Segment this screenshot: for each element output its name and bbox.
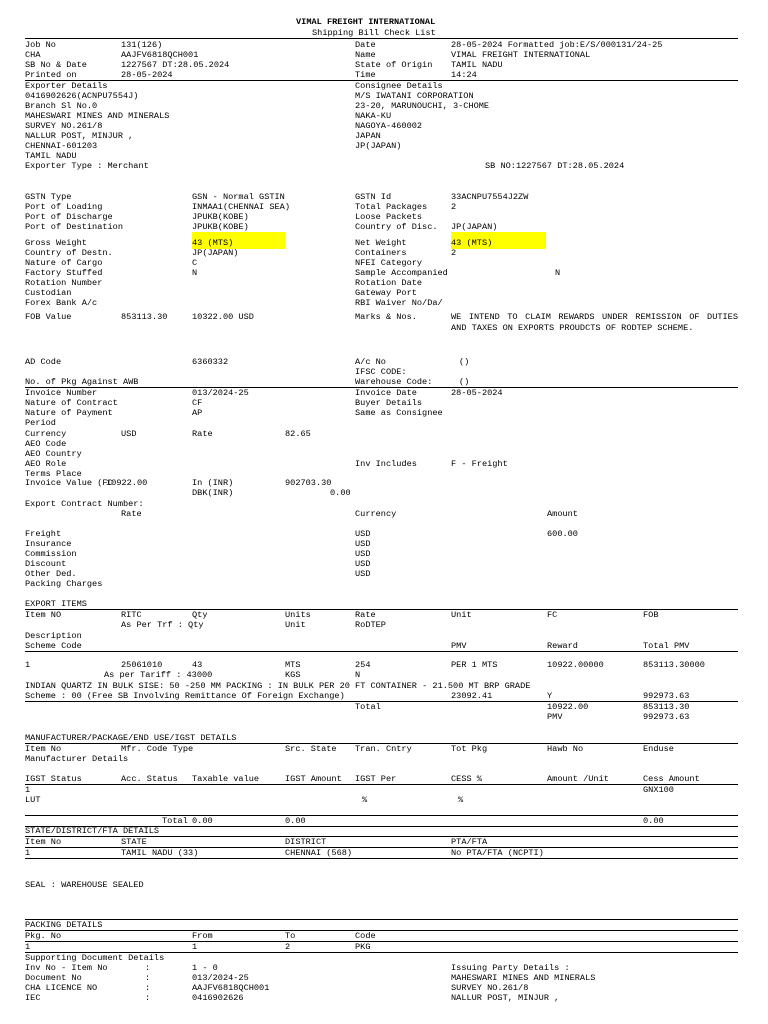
country-disc: JP(JAPAN) [451,222,498,232]
ifsc-label: IFSC CODE: [355,367,407,377]
packing-col: Code [355,931,376,941]
fta-col: PTA/FTA [451,837,488,847]
item-description: INDIAN QUARTZ IN BULK SISE: 50 -250 MM PACKING : IN BULK PER 20 FT CONTAINER - 21.500 MT BRP GRADE [25,681,531,691]
mfr-col: Src. State [285,744,337,754]
item-cell: 43 [192,660,203,670]
marks-text: WE INTEND TO CLAIM REWARDS UNDER REMISSION OF DUTIES AND TAXES ON EXPORTS PROUDCTS OF RODTEP SCHEME. [451,312,738,333]
pol-label: Port of Loading [25,202,103,212]
invoice-value-label: Invoice Value (FC [25,478,113,488]
support-value: 1 - 0 [192,963,218,973]
gateway-port-label: Gateway Port [355,288,417,298]
igst-col: Cess Amount [643,774,700,784]
currency-label: Currency [25,429,67,439]
packing-cell: 1 [192,942,198,952]
items-col: Reward [547,641,578,651]
invoice-no-label: Invoice Number [25,388,98,398]
exporter-type: Exporter Type : Merchant [25,161,149,171]
gross-weight-label: Gross Weight [25,238,87,248]
issuer-line: SURVEY NO.261/8 [451,983,529,993]
divider [25,858,738,859]
exporter-line: CHENNAI-601203 [25,141,98,151]
fob-label: FOB Value [25,312,72,322]
marks-label: Marks & Nos. [355,312,417,322]
fta-cell: 1 [25,848,31,858]
charge-label: Insurance [25,539,72,549]
exporter-heading: Exporter Details [25,81,108,91]
same-as-consignee: Same as Consignee [355,408,443,418]
charge-currency: USD [355,569,371,579]
igst-col: Amount /Unit [547,774,609,784]
awb-label: No. of Pkg Against AWB [25,377,139,387]
rotation-number-label: Rotation Number [25,278,103,288]
mfr-col: Item No [25,744,62,754]
items-col: Qty [192,610,208,620]
exporter-line: SURVEY NO.261/8 [25,121,103,131]
divider [25,941,738,942]
igst-col: Acc. Status [121,774,178,784]
mfr-col: Tran. Cntry [355,744,412,754]
consignee-line: JP(JAPAN) [355,141,402,151]
seal-text: SEAL : WAREHOUSE SEALED [25,880,144,890]
custodian-label: Custodian [25,288,72,298]
support-colon: : [145,973,151,983]
nfei-label: NFEI Category [355,258,423,268]
inr-label: In (INR) [192,478,234,488]
aeo-code-label: AEO Code [25,439,67,449]
job-no: 131(126) [121,40,163,50]
packing-cell: PKG [355,942,371,952]
item-cell: 10922.00000 [547,660,604,670]
exporter-line: 0416902626(ACNPU7554J) [25,91,139,101]
igst-col: IGST Status [25,774,82,784]
item-scheme-y: Y [547,691,553,701]
date-label: Date [355,40,376,50]
invoice-date-label: Invoice Date [355,388,417,398]
inv-includes-label: Inv Includes [355,459,417,469]
fta-cell: CHENNAI (568) [285,848,353,858]
contract-value: CF [192,398,203,408]
sample-value: N [555,268,561,278]
warehouse-code-label: Warehouse Code: [355,377,433,387]
invoice-date: 28-05-2024 [451,388,503,398]
packing-heading: PACKING DETAILS [25,920,103,930]
divider [25,701,738,702]
mfr-enduse: GNX100 [643,785,674,795]
items-total-fob: 853113.30 [643,702,690,712]
country-destn-label: Country of Destn. [25,248,113,258]
igst-col: IGST Per [355,774,397,784]
mfr-heading: MANUFACTURER/PACKAGE/END USE/IGST DETAILS [25,733,237,743]
pod-value: JPUKB(KOBE) [192,212,249,222]
exporter-line: NALLUR POST, MINJUR , [25,131,134,141]
packing-cell: 1 [25,942,31,952]
company-title: VIMAL FREIGHT INTERNATIONAL [296,17,436,27]
terms-place-label: Terms Place [25,469,82,479]
support-colon: : [145,983,151,993]
mfr-total-taxable: 0.00 [192,816,213,826]
exporter-line: Branch Sl No.0 [25,101,98,111]
igst-col: Taxable value [192,774,260,784]
factory-stuffed-label: Factory Stuffed [25,268,103,278]
consignee-line: 23-20, MARUNOUCHI, 3-CHOME [355,101,490,111]
support-value: 0416902626 [192,993,244,1003]
support-label: Document No [25,973,82,983]
divider [25,815,738,816]
item-tariff-unit: KGS [285,670,301,680]
fob-inr: 853113.30 [121,312,168,322]
ad-code: 6360332 [192,357,229,367]
items-col: PMV [451,641,467,651]
items-total-fc: 10922.00 [547,702,589,712]
forex-label: Forex Bank A/c [25,298,98,308]
currency-column: Currency [355,509,397,519]
items-col: Description [25,631,82,641]
port-destination-label: Port of Destination [25,222,123,232]
document-subtitle: Shipping Bill Check List [312,28,436,38]
divider [25,651,738,652]
divider [25,930,738,931]
period-label: Period [25,418,56,428]
ad-code-label: AD Code [25,357,62,367]
containers: 2 [451,248,457,258]
fta-col: DISTRICT [285,837,327,847]
gstn-type-label: GSTN Type [25,192,72,202]
item-tariff-n: N [355,670,361,680]
warehouse-code: () [459,377,470,387]
consignee-line: NAGOYA-460002 [355,121,423,131]
rbi-waiver-label: RBI Waiver No/Da/ [355,298,443,308]
payment-label: Nature of Payment [25,408,113,418]
factory-stuffed: N [192,268,198,278]
support-colon: : [145,993,151,1003]
buyer-label: Buyer Details [355,398,423,408]
fta-cell: No PTA/FTA (NCPTI) [451,848,544,858]
charge-currency: USD [355,549,371,559]
mfr-col: Enduse [643,744,674,754]
issuer-line: NALLUR POST, MINJUR , [451,993,560,1003]
port-destination: JPUKB(KOBE) [192,222,249,232]
divider [25,784,738,785]
currency-value: USD [121,429,137,439]
issuer-line: MAHESWARI MINES AND MINERALS [451,973,596,983]
consignee-line: NAKA-KU [355,111,392,121]
contract-label: Nature of Contract [25,398,118,408]
pol-value: INMAA1(CHENNAI SEA) [192,202,290,212]
sb-reference: SB NO:1227567 DT:28.05.2024 [485,161,625,171]
charge-amount: 600.00 [547,529,578,539]
aeo-country-label: AEO Country [25,449,82,459]
item-cell: 853113.30000 [643,660,705,670]
items-col: RoDTEP [355,620,386,630]
charge-label: Other Ded. [25,569,77,579]
charge-currency: USD [355,529,371,539]
packing-col: From [192,931,213,941]
support-colon: : [145,963,151,973]
items-col: As Per Trf : Qty [121,620,204,630]
payment-value: AP [192,408,203,418]
state-label: State of Origin [355,60,433,70]
charge-currency: USD [355,539,371,549]
cha-value: AAJFV6818QCH001 [121,50,199,60]
invoice-no: 013/2024-25 [192,388,249,398]
mfr-item-no: 1 [25,785,31,795]
packing-col: To [285,931,296,941]
mfr-total-label: Total [162,816,188,826]
containers-label: Containers [355,248,407,258]
support-value: AAJFV6818QCH001 [192,983,270,993]
divider [25,38,738,39]
name-value: VIMAL FREIGHT INTERNATIONAL [451,50,591,60]
cess-percent: % [458,795,464,805]
dbk-value: 0.00 [330,488,351,498]
exporter-line: MAHESWARI MINES AND MINERALS [25,111,170,121]
item-scheme-total: 992973.63 [643,691,690,701]
dbk-label: DBK(INR) [192,488,234,498]
fta-cell: TAMIL NADU (33) [121,848,199,858]
packing-cell: 2 [285,942,291,952]
country-destn: JP(JAPAN) [192,248,239,258]
support-label: Inv No - Item No [25,963,108,973]
items-col: RITC [121,610,142,620]
item-scheme-pmv: 23092.41 [451,691,493,701]
state-value: TAMIL NADU [451,60,503,70]
item-cell: 1 [25,660,31,670]
gstn-id: 33ACNPU7554J2ZW [451,192,529,202]
acno-value: () [459,357,470,367]
igst-col: CESS % [451,774,482,784]
net-weight-label: Net Weight [355,238,407,248]
mfr-col: Tot Pkg [451,744,488,754]
items-pmv: 992973.63 [643,712,690,722]
loose-packets-label: Loose Packets [355,212,423,222]
export-items-heading: EXPORT ITEMS [25,599,87,609]
charge-currency: USD [355,559,371,569]
item-tariff: As per Tariff : 43000 [104,670,213,680]
fta-col: STATE [121,837,147,847]
mfr-total-cess: 0.00 [643,816,664,826]
items-col: Item NO [25,610,62,620]
job-no-label: Job No [25,40,56,50]
country-disc-label: Country of Disc. [355,222,438,232]
item-cell: MTS [285,660,301,670]
items-col: Scheme Code [25,641,82,651]
time-value: 14:24 [451,70,477,80]
items-col: FC [547,610,558,620]
name-label: Name [355,50,376,60]
rate-label: Rate [192,429,213,439]
items-col: Unit [285,620,306,630]
mfr-total-igst: 0.00 [285,816,306,826]
support-label: CHA LICENCE NO [25,983,98,993]
printed-value: 28-05-2024 [121,70,173,80]
support-label: IEC [25,993,41,1003]
export-contract-label: Export Contract Number: [25,499,144,509]
aeo-role-label: AEO Role [25,459,67,469]
total-packages-label: Total Packages [355,202,428,212]
items-pmv-label: PMV [547,712,563,722]
items-col: Total PMV [643,641,690,651]
inr-value: 902703.30 [285,478,332,488]
fta-heading: STATE/DISTRICT/FTA DETAILS [25,826,160,836]
issuer-heading: Issuing Party Details : [451,963,570,973]
igst-col: IGST Amount [285,774,342,784]
support-heading: Supporting Document Details [25,953,165,963]
divider [25,919,738,920]
items-total-label: Total [355,702,381,712]
gross-weight: 43 (MTS) [192,238,234,248]
rate-value: 82.65 [285,429,311,439]
item-scheme: Scheme : 00 (Free SB Involving Remittance Of Foreign Exchange) [25,691,345,701]
items-col: Rate [355,610,376,620]
fta-col: Item No [25,837,62,847]
consignee-line: M/S IWATANI CORPORATION [355,91,474,101]
item-cell: 25061010 [121,660,163,670]
support-value: 013/2024-25 [192,973,249,983]
consignee-heading: Consignee Details [355,81,443,91]
mfr-col: Manufacturer Details [25,754,129,764]
nature-cargo-label: Nature of Cargo [25,258,103,268]
charge-label: Commission [25,549,77,559]
igst-percent: % [362,795,368,805]
item-cell: 254 [355,660,371,670]
printed-label: Printed on [25,70,77,80]
rotation-date-label: Rotation Date [355,278,423,288]
fob-usd: 10322.00 USD [192,312,254,322]
items-col: FOB [643,610,659,620]
rate-column: Rate [121,509,142,519]
total-packages: 2 [451,202,457,212]
mfr-col: Mfr. Code Type [121,744,194,754]
cha-label: CHA [25,50,41,60]
date-value: 28-05-2024 Formatted job:E/S/000131/24-25 [451,40,663,50]
mfr-col: Hawb No [547,744,584,754]
inv-includes: F - Freight [451,459,508,469]
nature-cargo: C [192,258,198,268]
item-cell: PER 1 MTS [451,660,498,670]
sb-label: SB No & Date [25,60,87,70]
net-weight: 43 (MTS) [451,238,493,248]
charge-label: Packing Charges [25,579,103,589]
pod-label: Port of Discharge [25,212,113,222]
time-label: Time [355,70,376,80]
items-col: Units [285,610,311,620]
exporter-line: TAMIL NADU [25,151,77,161]
sample-label: Sample Accompanied [355,268,448,278]
invoice-value-fc: 10922.00 [106,478,148,488]
gstn-id-label: GSTN Id [355,192,392,202]
items-col: Unit [451,610,472,620]
charge-label: Discount [25,559,67,569]
packing-col: Pkg. No [25,931,62,941]
gstn-type: GSN - Normal GSTIN [192,192,285,202]
consignee-line: JAPAN [355,131,381,141]
sb-value: 1227567 DT:28.05.2024 [121,60,230,70]
igst-status: LUT [25,795,41,805]
charge-label: Freight [25,529,62,539]
amount-column: Amount [547,509,578,519]
acno-label: A/c No [355,357,386,367]
